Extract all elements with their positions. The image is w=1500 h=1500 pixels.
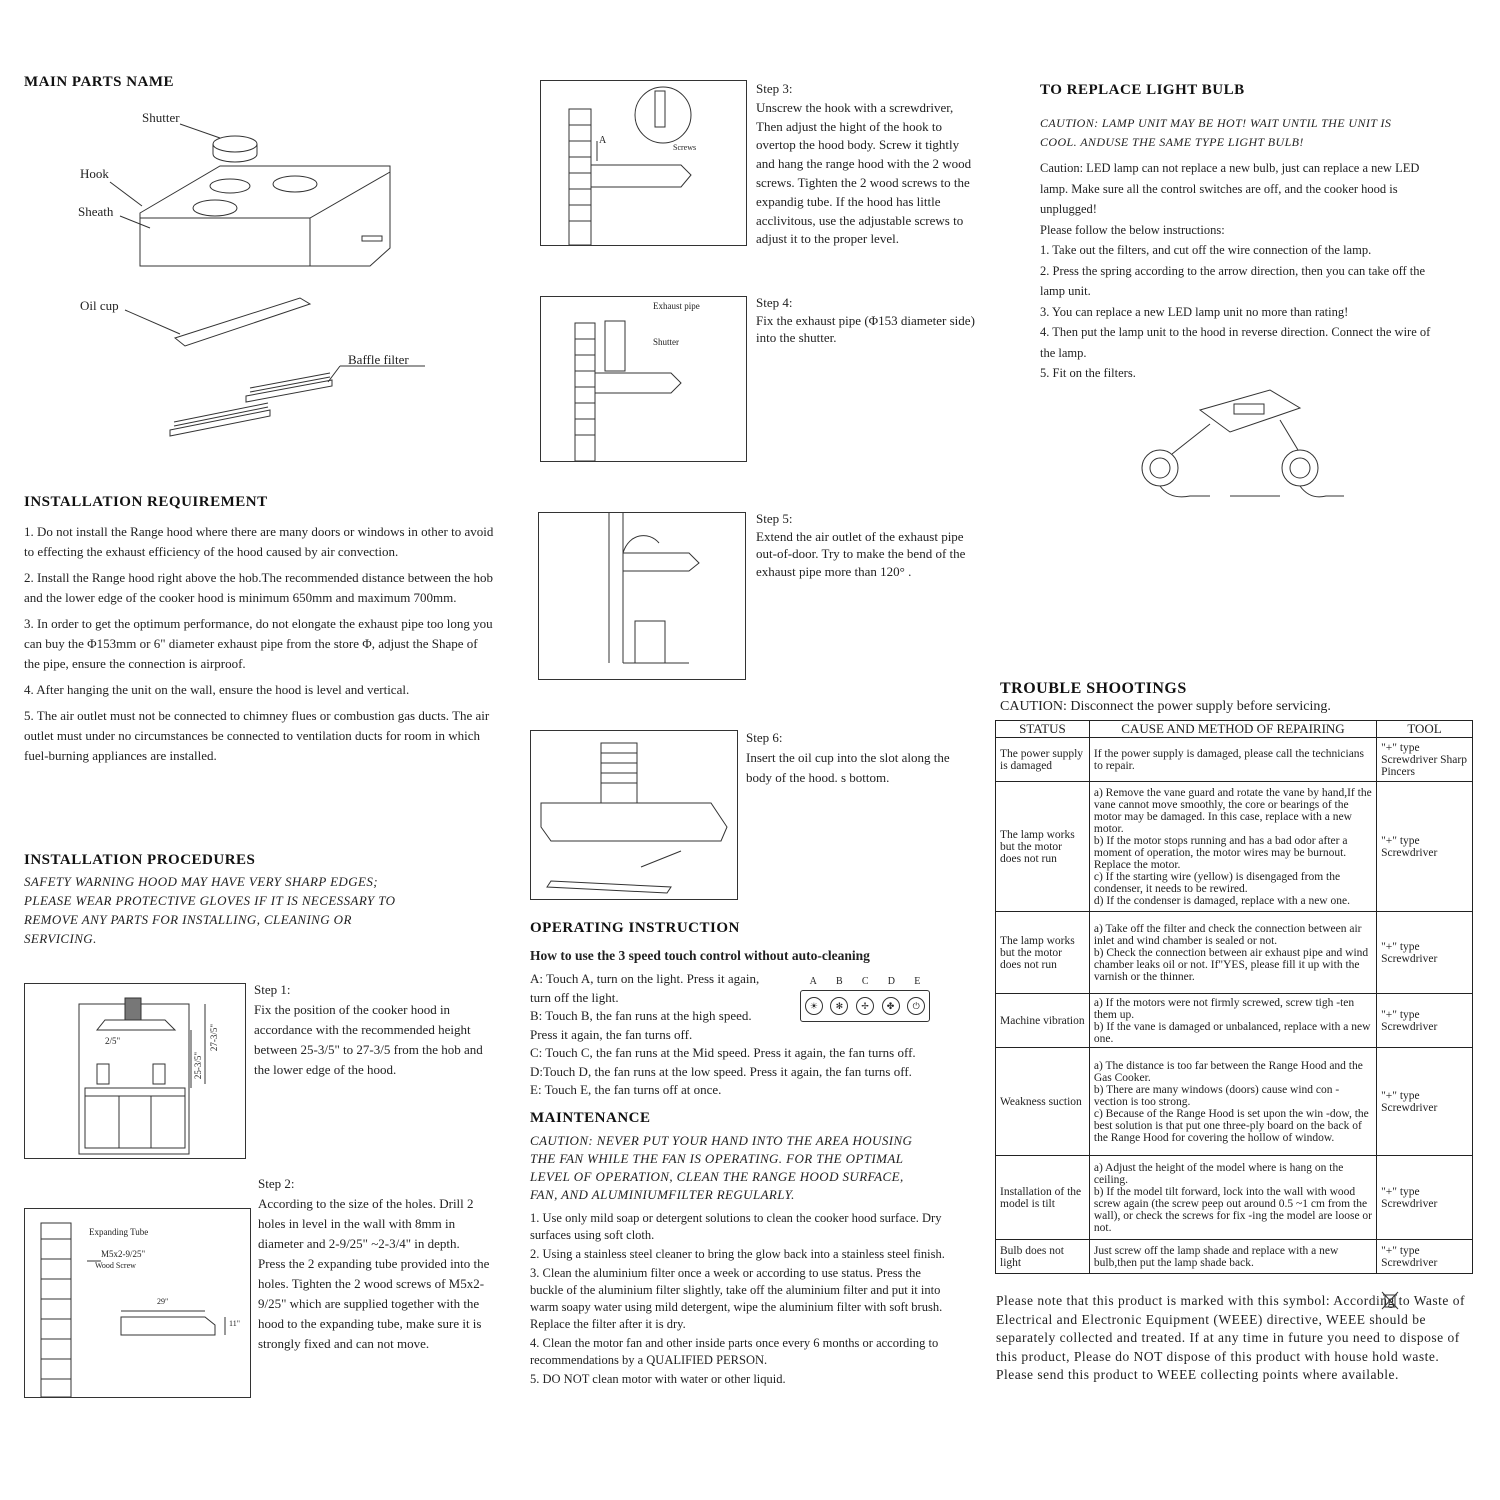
install-req-item: 1. Do not install the Range hood where there are many doors or windows in other to avoid to effecting the exhaust efficiency of the hood caused by air convection. [24,524,494,559]
lamp-diagram [1130,380,1360,510]
light-bulb-item: 5. Fit on the filters. [1040,366,1136,380]
cause-cell: a) If the motors were not firmly screwed, screw tigh -ten them up. b) If the vane is damaged or unbalanced, replace with a new one. [1089,994,1376,1048]
panel-letter-c: C [861,976,869,987]
step5-figure [538,512,746,680]
step6-text [746,728,968,788]
operating-subtitle: How to use the 3 speed touch control without auto-cleaning [530,948,870,963]
maintenance-caution: CAUTION: NEVER PUT YOUR HAND INTO THE AREA HOUSING THE FAN WHILE THE FAN IS OPERATING. FOR THE OPTIMAL LEVEL OF OPERATION, CLEAN THE RANGE HOOD SURFACE, FAN, AND ALUMINIUMFILTER REGULARLY. [530,1133,913,1202]
table-row [996,994,1473,1048]
maintenance-item: 4. Clean the motor fan and other inside parts once every 6 months or according to recommendations by a QUALIFIED PERSON. [530,1336,939,1367]
install-req-item: 2. Install the Range hood right above the hob.The recommended distance between the hob and the lower edge of the cooker hood is minimum 650mm and maximum 700mm. [24,570,493,605]
light-bulb-follow: Please follow the below instructions: [1040,222,1225,237]
dim-29: 29" [157,1297,169,1306]
dim-27-3-5: 27-3/5" [209,1024,219,1052]
step5-text [756,510,978,580]
tool-cell: "+" type Screwdriver [1377,1156,1473,1240]
maintenance-list [530,1210,950,1388]
install-req-item: 3. In order to get the optimum performance, do not elongate the exhaust pipe too long you can buy the Φ153mm or 6" diameter exhaust pipe from the store Φ, adjust the Shape of the pipe, ensure the connection is airproof. [24,616,493,671]
light-bulb-body [1040,158,1440,384]
step2-body: According to the size of the holes. Drill 2 holes in level in the wall with 8mm in diameter and 2-9/25" ~2-3/4" in depth. Press the 2 expanding tube provided into the holes. Tighten the 2 wood screws of M5x2-9/25" which are supplied together with the hood to the expanding tube, make sure it is strongly fixed and can not move. [258,1196,490,1351]
label-sheath: Sheath [78,204,114,219]
status-cell: The power supply is damaged [996,738,1090,782]
light-bulb-item: 3. You can replace a new LED lamp unit no more than rating! [1040,304,1349,319]
trouble-header-row [996,721,1473,738]
step1-figure [24,983,246,1159]
label-shutter: Shutter [142,110,180,125]
fan-low-icon[interactable]: ✤ [882,997,900,1015]
header-cause: CAUSE AND METHOD OF REPAIRING [1089,721,1376,738]
step6-body: Insert the oil cup into the slot along the body of the hood. s bottom. [746,750,950,785]
operating-item-b: B: Touch B, the fan runs at the high speed. Press it again, the fan turns off. [530,1008,752,1042]
step5-title: Step 5: [756,511,793,526]
maintenance-item: 1. Use only mild soap or detergent solutions to clean the cooker hood surface. Dry surfaces using soft cloth. [530,1211,942,1242]
label-shutter-small: Shutter [653,337,679,347]
tool-cell: "+" type Screwdriver [1377,782,1473,912]
install-req-item: 4. After hanging the unit on the wall, ensure the hood is level and vertical. [24,682,410,697]
step4-title: Step 4: [756,295,793,310]
install-req-title: INSTALLATION REQUIREMENT [24,494,268,510]
tool-cell: "+" type Screwdriver Sharp Pincers [1377,738,1473,782]
install-req-list [24,522,494,772]
trouble-title: TROUBLE SHOOTINGS [1000,680,1187,697]
step4-text [756,294,978,347]
step4-figure [540,296,747,462]
dim-2-5: 2/5" [105,1036,121,1046]
step1-title: Step 1: [254,982,291,997]
label-hook: Hook [80,166,109,181]
panel-letter-e: E [914,976,921,987]
install-proc-title: INSTALLATION PROCEDURES [24,852,256,868]
main-parts-diagram [70,108,450,448]
cause-cell: a) Adjust the height of the model where is hang on the ceiling. b) If the model tilt forward, lock into the wall with wood screw again (the screw peep out around 0.5 ~1 cm from the wall), or check the screws for fix -ing the model are loose or not. [1089,1156,1376,1240]
cause-cell: a) The distance is too far between the Range Hood and the Gas Cooker. b) There are many windows (doors) cause wind con -vection is too strong. c) Because of the Range Hood is set upon the win -dow, the best solution is that put one three-ply board on the back of the Range Hood for covering the hollow of window. [1089,1048,1376,1156]
panel-letter-d: D [887,976,896,987]
table-row [996,738,1473,782]
step1-body: Fix the position of the cooker hood in accordance with the recommended height between 25-3/5" to 27-3/5 from the hob and the lower edge of the hood. [254,1002,483,1077]
light-bulb-item: 4. Then put the lamp unit to the hood in reverse direction. Connect the wire of the lamp. [1040,325,1431,360]
maintenance-item: 2. Using a stainless steel cleaner to bring the glow back into a stainless steel finish. [530,1247,945,1261]
tool-cell: "+" type Screwdriver [1377,1048,1473,1156]
status-cell: Installation of the model is tilt [996,1156,1090,1240]
trouble-table [995,720,1473,1274]
panel-letters [800,976,930,987]
step3-title: Step 3: [756,81,793,96]
step5-body: Extend the air outlet of the exhaust pipe out-of-door. Try to make the bend of the exhaust pipe more than 120° . [756,528,966,579]
step3-figure [540,80,747,246]
operating-item-a: A: Touch A, turn on the light. Press it again, turn off the light. [530,971,760,1005]
table-row [996,782,1473,912]
light-bulb-title: TO REPLACE LIGHT BULB [1040,82,1245,98]
label-exhaust-pipe: Exhaust pipe [653,301,700,311]
header-tool: TOOL [1377,721,1473,738]
step4-body: Fix the exhaust pipe (Φ153 diameter side) into the shutter. [756,312,975,345]
tool-cell: "+" type Screwdriver [1377,994,1473,1048]
step3-text [756,80,978,249]
table-row [996,912,1473,994]
label-a: A [599,135,607,146]
label-oil-cup: Oil cup [80,298,119,313]
step1-text [254,980,484,1080]
light-bulb-item: 1. Take out the filters, and cut off the wire connection of the lamp. [1040,243,1372,257]
status-cell: The lamp works but the motor does not run [996,912,1090,994]
operating-item-c: C: Touch C, the fan runs at the Mid speed. Press it again, the fan turns off. [530,1045,916,1060]
cause-cell: a) Take off the filter and check the connection between air inlet and wind chamber is sealed or not. b) Check the connection between air exhaust pipe and wind chamber leaks oil or not. If"YES, please fill it up with the varnish or the thinner. [1089,912,1376,994]
light-bulb-caution: CAUTION: LAMP UNIT MAY BE HOT! WAIT UNTIL THE UNIT IS COOL. ANDUSE THE SAME TYPE LIGHT BULB! [1040,116,1392,149]
install-req-item: 5. The air outlet must not be connected to chimney flues or combustion gas ducts. The air outlet must under no circumstances be connected to ventilation ducts for room in which fuel-burning appliances are installed. [24,708,490,763]
step3-body: Unscrew the hook with a screwdriver, Then adjust the hight of the hook to overtop the hood body. Screw it tightly and hang the range hood with the 2 wood screws. Tighten the 2 wood screws to the expandig tube. If the hood has little acclivitous, use the adjustable screws to adjust it to the proper level. [756,99,972,247]
crossed-bin-icon [1380,1290,1400,1310]
light-bulb-note: Caution: LED lamp can not replace a new bulb, just can replace a new LED lamp. Make sure all the control switches are off, and the cooker hood is unplugged! [1040,161,1420,216]
weee-notice: Please note that this product is marked with this symbol: According to Waste of Electrical and Electronic Equipment (WEEE) directive, WEEE should be separately collected and treated. If at any time in future you need to dispose of this product, Please do NOT dispose of this product with house hold waste. Please send this product to WEEE collecting points where available. [996,1293,1465,1382]
status-cell: The lamp works but the motor does not run [996,782,1090,912]
label-expanding-tube: Expanding Tube [89,1227,149,1237]
tool-cell: "+" type Screwdriver [1377,912,1473,994]
step2-title: Step 2: [258,1176,295,1191]
light-icon[interactable]: ☀ [805,997,823,1015]
label-m5: M5x2-9/25" [101,1249,146,1259]
label-baffle-filter: Baffle filter [348,352,409,367]
step6-title: Step 6: [746,730,783,745]
maintenance-item: 3. Clean the aluminium filter once a week or according to use status. Press the buckle of the aluminium filter slightly, take off the aluminium filter and put it into warm soapy water using mild detergent, wipe the aluminium filter with soft brush. Replace the filter after it is dry. [530,1266,943,1331]
operating-title: OPERATING INSTRUCTION [530,920,740,936]
step2-text [258,1174,490,1354]
fan-mid-icon[interactable]: ✢ [856,997,874,1015]
touch-control-panel [800,990,930,1022]
status-cell: Bulb does not light [996,1240,1090,1274]
panel-letter-b: B [836,976,843,987]
panel-letter-a: A [809,976,817,987]
maintenance-title: MAINTENANCE [530,1110,651,1126]
main-parts-title: MAIN PARTS NAME [24,74,175,90]
status-cell: Machine vibration [996,994,1090,1048]
status-cell: Weakness suction [996,1048,1090,1156]
maintenance-item: 5. DO NOT clean motor with water or other liquid. [530,1372,786,1386]
label-wood-screw: Wood Screw [95,1261,136,1270]
trouble-caution: CAUTION: Disconnect the power supply before servicing. [1000,699,1331,714]
light-bulb-item: 2. Press the spring according to the arrow direction, then you can take off the lamp unit. [1040,263,1426,298]
cause-cell: If the power supply is damaged, please call the technicians to repair. [1089,738,1376,782]
power-icon[interactable]: ⏻ [907,997,925,1015]
tool-cell: "+" type Screwdriver [1377,1240,1473,1274]
fan-high-icon[interactable]: ✻ [830,997,848,1015]
operating-item-d: D:Touch D, the fan runs at the low speed. Press it again, the fan turns off. [530,1063,912,1079]
cause-cell: a) Remove the vane guard and rotate the vane by hand,If the vane cannot move smoothly, the core or bearings of the motor may be damaged. In this case, replace with a new motor. b) If the motor stops running and has a bad odor after a moment of operation, the motor wires may be burnout. Replace the motor. c) If the starting wire (yellow) is disengaged from the condenser, it needs to be rewired. d) If the condenser is damaged, replace with a new one. [1089,782,1376,912]
label-screws: Screws [673,143,697,152]
dim-25-3-5: 25-3/5" [193,1052,203,1080]
table-row [996,1240,1473,1274]
table-row [996,1048,1473,1156]
cause-cell: Just screw off the lamp shade and replace with a new bulb,then put the lamp shade back. [1089,1240,1376,1274]
dim-11: 11" [229,1319,240,1328]
step6-figure [530,730,738,900]
step2-figure [24,1208,251,1398]
safety-warning: SAFETY WARNING HOOD MAY HAVE VERY SHARP EDGES; PLEASE WEAR PROTECTIVE GLOVES IF IT IS NECESSARY TO REMOVE ANY PARTS FOR INSTALLING, CLEANING OR SERVICING. [24,874,396,946]
operating-item-e: E: Touch E, the fan turns off at once. [530,1082,722,1097]
header-status: STATUS [996,721,1090,738]
table-row [996,1156,1473,1240]
